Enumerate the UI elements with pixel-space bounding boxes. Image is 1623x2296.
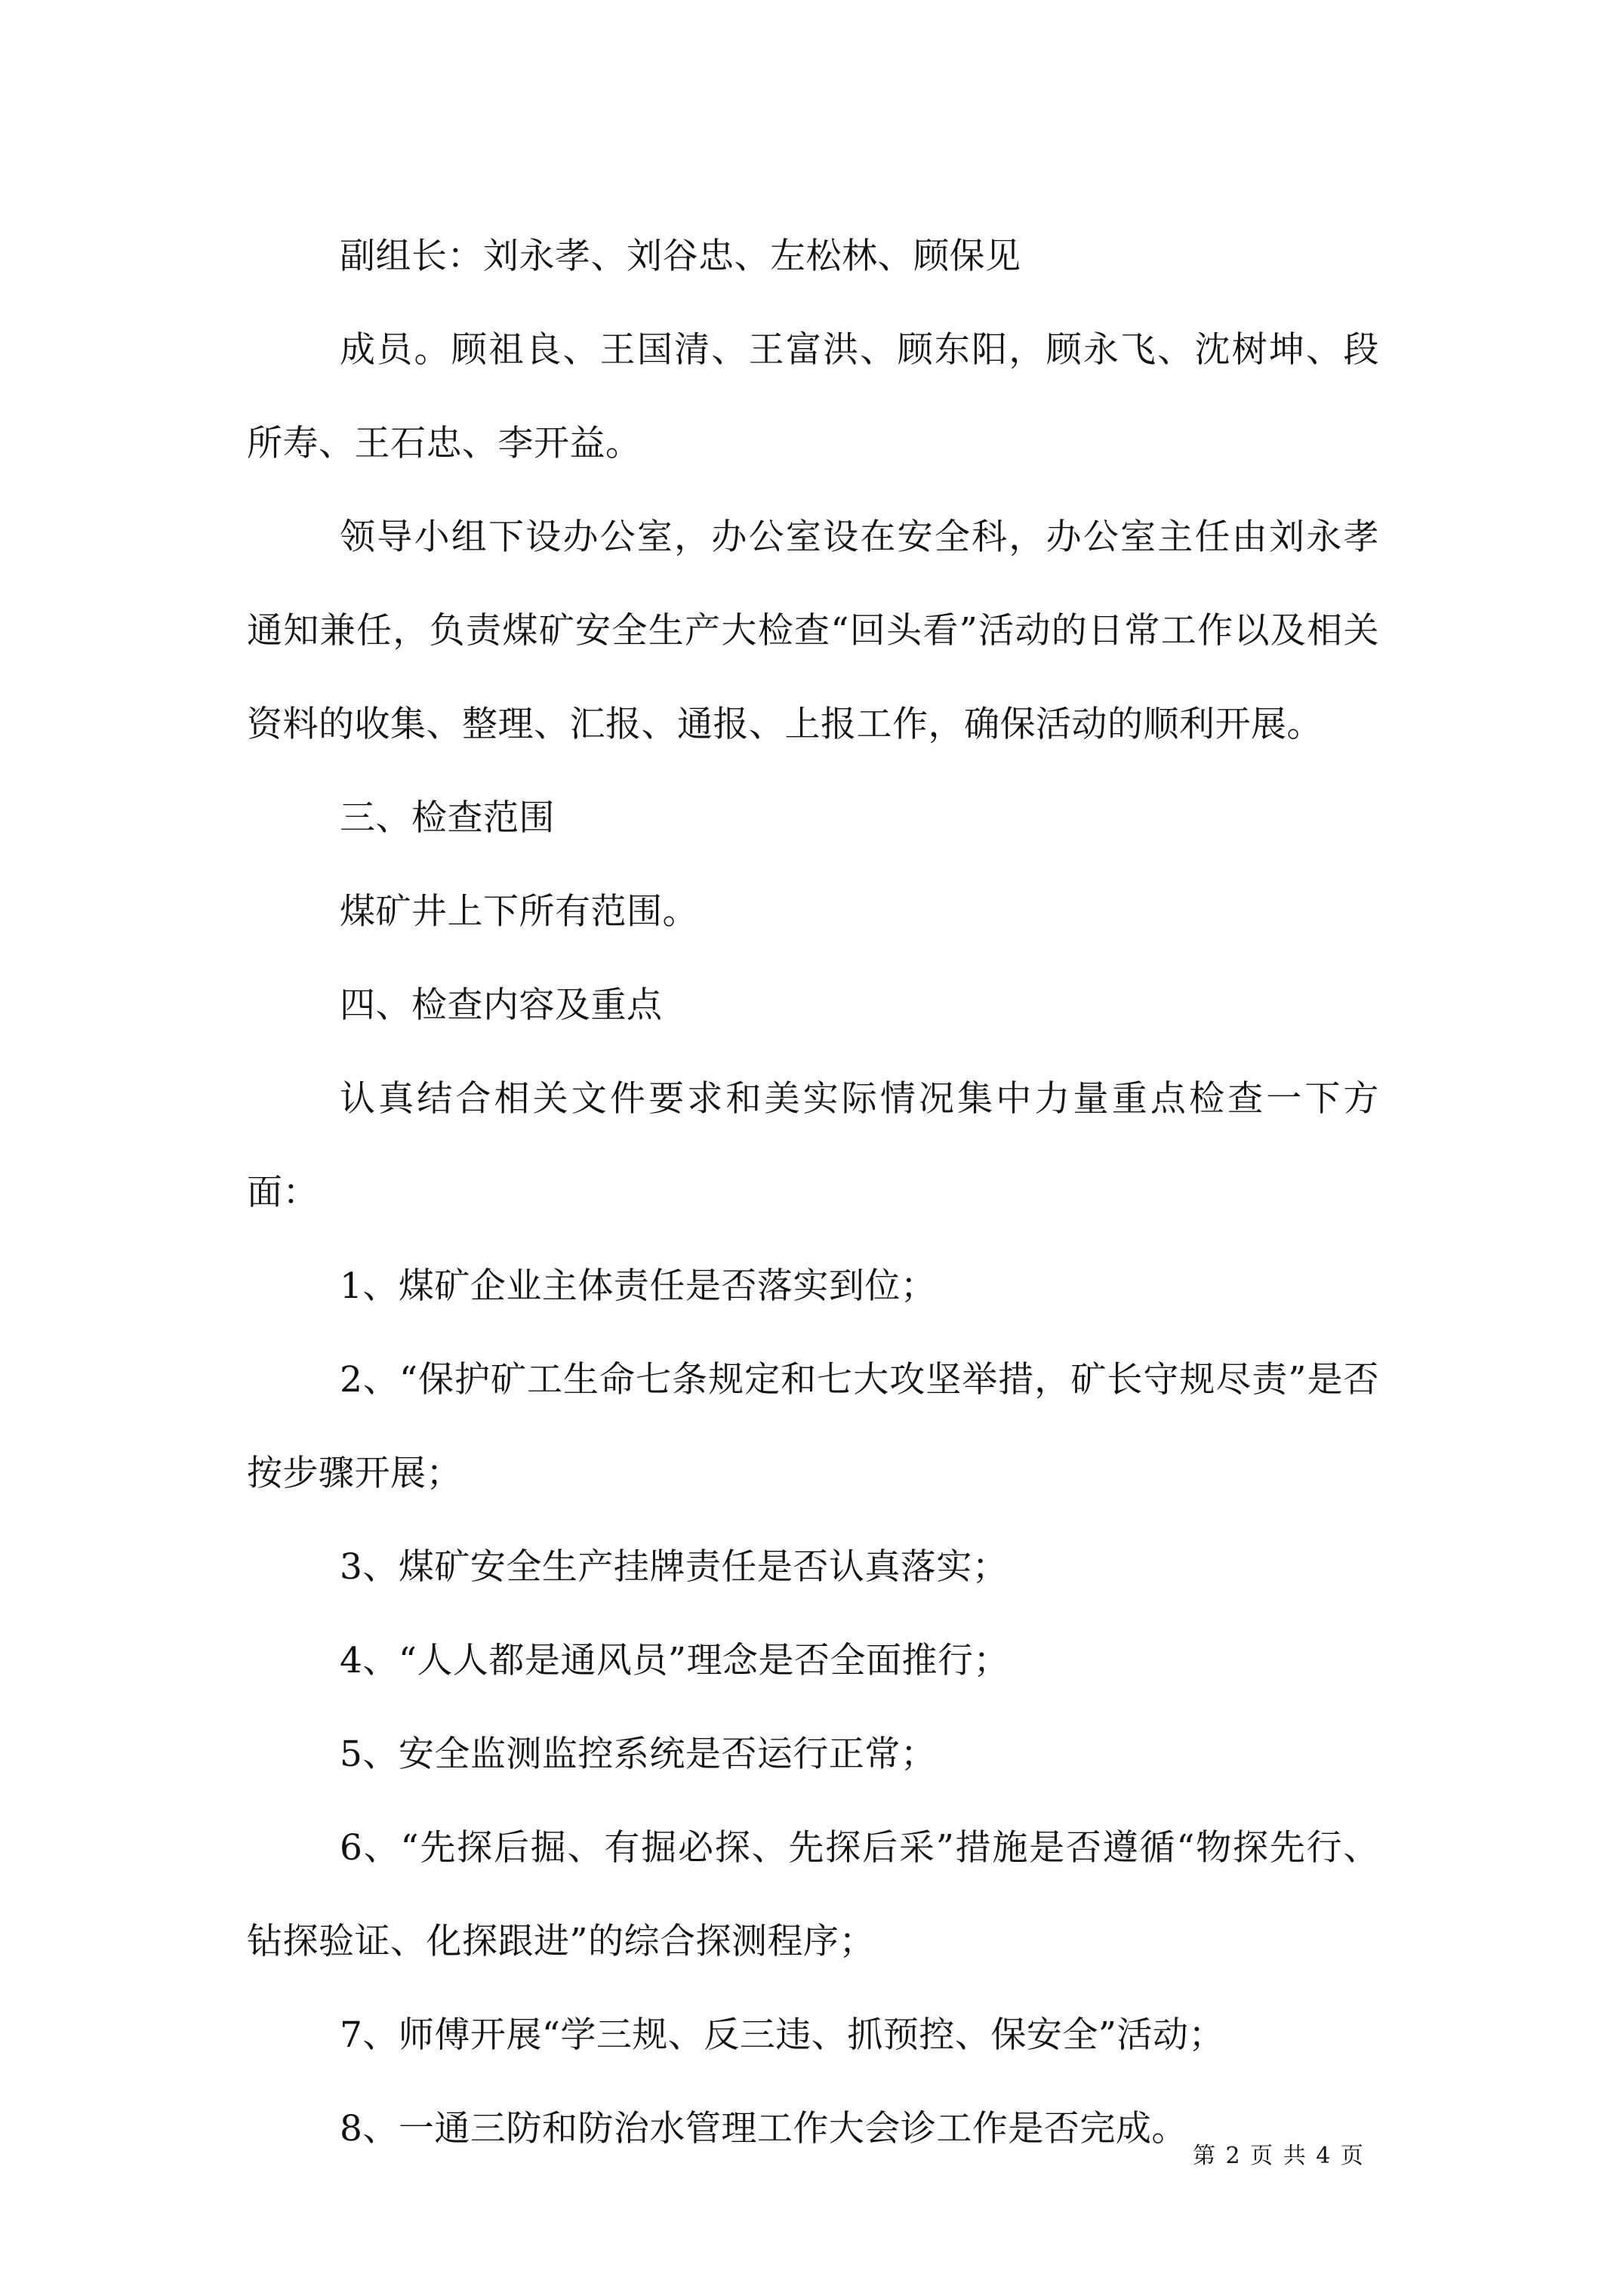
list-item-2: 2、“保护矿工生命七条规定和七大攻坚举措，矿长守规尽责”是否按步骤开展；	[247, 1359, 1379, 1494]
list-item-6: 6、“先探后掘、有掘必探、先探后采”措施是否遵循“物探先行、钻探验证、化探跟进”的综合探测程序；	[247, 1827, 1379, 1962]
section-heading-content: 四、检查内容及重点	[340, 985, 663, 1026]
list-item-5: 5、安全监测监控系统是否运行正常；	[340, 1734, 937, 1775]
paragraph-content-intro: 认真结合相关文件要求和美实际情况集中力量重点检查一下方面：	[247, 1078, 1379, 1213]
paragraph-scope: 煤矿井上下所有范围。	[340, 891, 698, 932]
document-body	[247, 210, 1379, 2176]
list-item-1: 1、煤矿企业主体责任是否落实到位；	[340, 1265, 937, 1307]
paragraph-deputy-leaders: 副组长：刘永孝、刘谷忠、左松林、顾保见	[340, 236, 1021, 277]
list-item-3: 3、煤矿安全生产挂牌责任是否认真落实；	[340, 1546, 1009, 1588]
paragraph-members: 成员。顾祖良、王国清、王富洪、顾东阳，顾永飞、沈树坤、段所寿、王石忠、李开益。	[247, 329, 1379, 464]
paragraph-office: 领导小组下设办公室，办公室设在安全科，办公室主任由刘永孝通知兼任，负责煤矿安全生产大检查“回头看”活动的日常工作以及相关资料的收集、整理、汇报、通报、上报工作，确保活动的顺利开展。	[247, 516, 1379, 745]
page-footer: 第 2 页 共 4 页	[1193, 2143, 1365, 2169]
list-item-8: 8、一通三防和防治水管理工作大会诊工作是否完成。	[340, 2108, 1187, 2150]
section-heading-scope: 三、检查范围	[340, 797, 555, 839]
list-item-7: 7、师傅开展“学三规、反三违、抓预控、保安全”活动；	[340, 2014, 1224, 2056]
list-item-4: 4、“人人都是通风员”理念是否全面推行；	[340, 1640, 1009, 1681]
